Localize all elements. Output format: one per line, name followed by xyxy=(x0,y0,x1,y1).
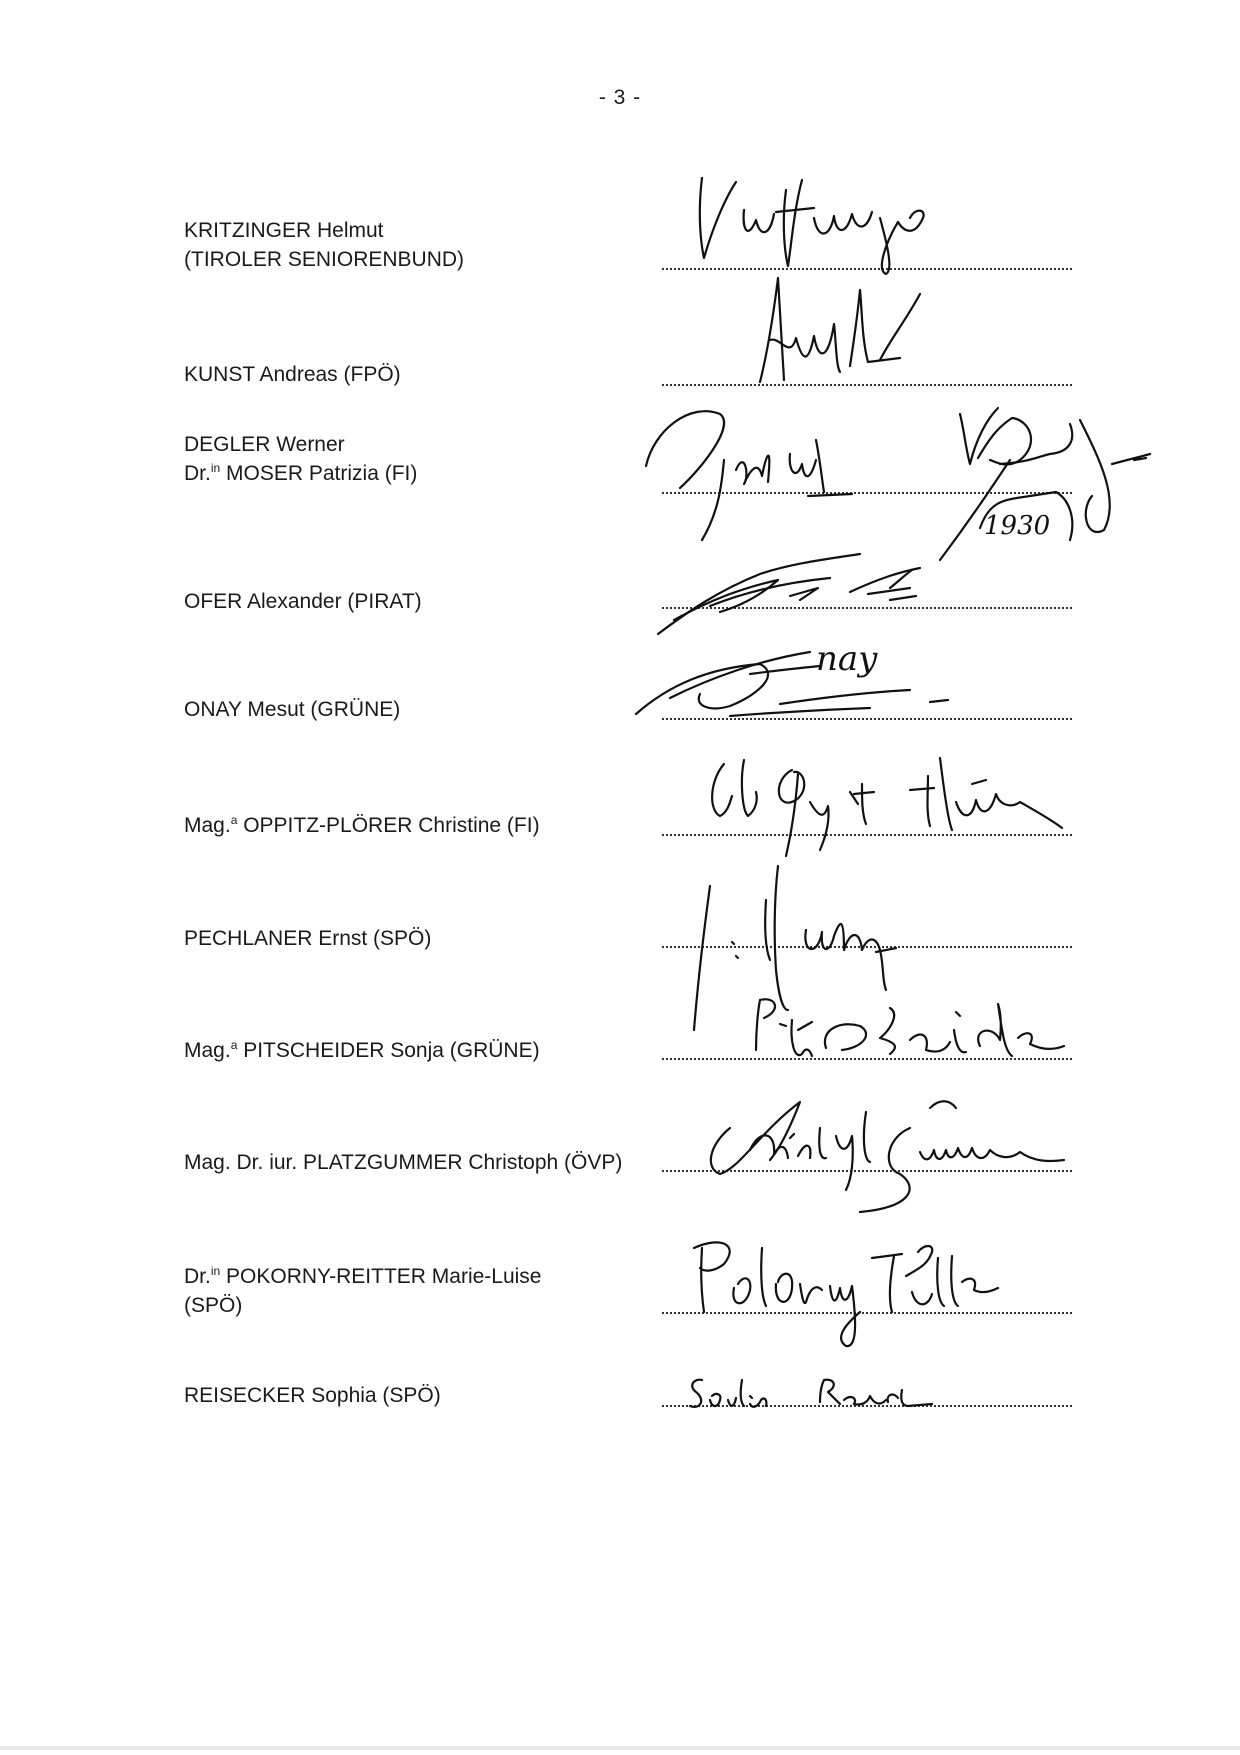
signature-line xyxy=(662,268,1072,270)
signature-ofer xyxy=(650,540,990,640)
signature-degler xyxy=(640,400,880,550)
signatory-affiliation: (SPÖ) xyxy=(184,1294,243,1317)
signature-line xyxy=(662,1058,1072,1060)
page-number: - 3 - xyxy=(598,86,642,109)
signatory-onay xyxy=(184,695,400,724)
signatory-kritzinger xyxy=(184,216,464,274)
signature-moser xyxy=(880,400,1180,570)
moser-date-annotation: 1930 xyxy=(984,511,1051,541)
signatory-name: DEGLER Werner xyxy=(184,433,345,456)
signature-pechlaner xyxy=(670,860,970,1040)
signature-line xyxy=(662,834,1072,836)
signature-pokorny-reitter xyxy=(680,1228,1020,1358)
signatory-oppitz-ploerer xyxy=(184,811,540,840)
signature-line xyxy=(662,384,1072,386)
signatory-pokorny-reitter xyxy=(184,1262,541,1320)
signatory-platzgummer xyxy=(184,1148,622,1177)
signatory-name: Mag.$^a$ PITSCHEIDER Sonja (GRÜNE) xyxy=(184,1038,540,1062)
signatory-kunst xyxy=(184,360,401,389)
signature-kritzinger xyxy=(690,170,980,280)
signatory-name: REISECKER Sophia (SPÖ) xyxy=(184,1384,441,1407)
signature-onay xyxy=(630,634,970,726)
signatory-reisecker xyxy=(184,1381,441,1410)
signatory-affiliation: (TIROLER SENIORENBUND) xyxy=(184,248,465,271)
signatory-name: Mag.$^a$ OPPITZ-PLÖRER Christine (FI) xyxy=(184,813,540,837)
signatory-name: OFER Alexander (PIRAT) xyxy=(184,590,422,613)
onay-handwritten-name: nay xyxy=(816,639,878,679)
signature-line xyxy=(662,607,1072,609)
signatory-pechlaner xyxy=(184,924,431,953)
signatory-name: KUNST Andreas (FPÖ) xyxy=(184,363,401,386)
signature-line xyxy=(662,946,1072,948)
page-bottom-edge xyxy=(0,1746,1240,1750)
signature-line xyxy=(662,1170,1072,1172)
signatory-name: Mag. Dr. iur. PLATZGUMMER Christoph (ÖVP) xyxy=(184,1151,623,1174)
signature-line xyxy=(662,492,1072,494)
signature-reisecker xyxy=(680,1372,940,1416)
signatory-ofer xyxy=(184,587,422,616)
signature-kunst xyxy=(750,270,950,395)
signatory-name: Dr.$^{in}$ MOSER Patrizia (FI) xyxy=(184,461,418,485)
signatory-pitscheider xyxy=(184,1036,540,1065)
signature-line xyxy=(662,1312,1072,1314)
signature-platzgummer xyxy=(690,1088,1080,1218)
signature-oppitz-ploerer xyxy=(700,740,1080,860)
signature-line xyxy=(662,1405,1072,1407)
signatory-name: PECHLANER Ernst (SPÖ) xyxy=(184,927,432,950)
signature-line xyxy=(662,718,1072,720)
signatory-degler-moser xyxy=(184,430,417,488)
signatory-name: Dr.$^{in}$ POKORNY-REITTER Marie-Luise xyxy=(184,1264,542,1288)
signatory-name: KRITZINGER Helmut xyxy=(184,219,384,242)
signatory-name: ONAY Mesut (GRÜNE) xyxy=(184,698,401,721)
